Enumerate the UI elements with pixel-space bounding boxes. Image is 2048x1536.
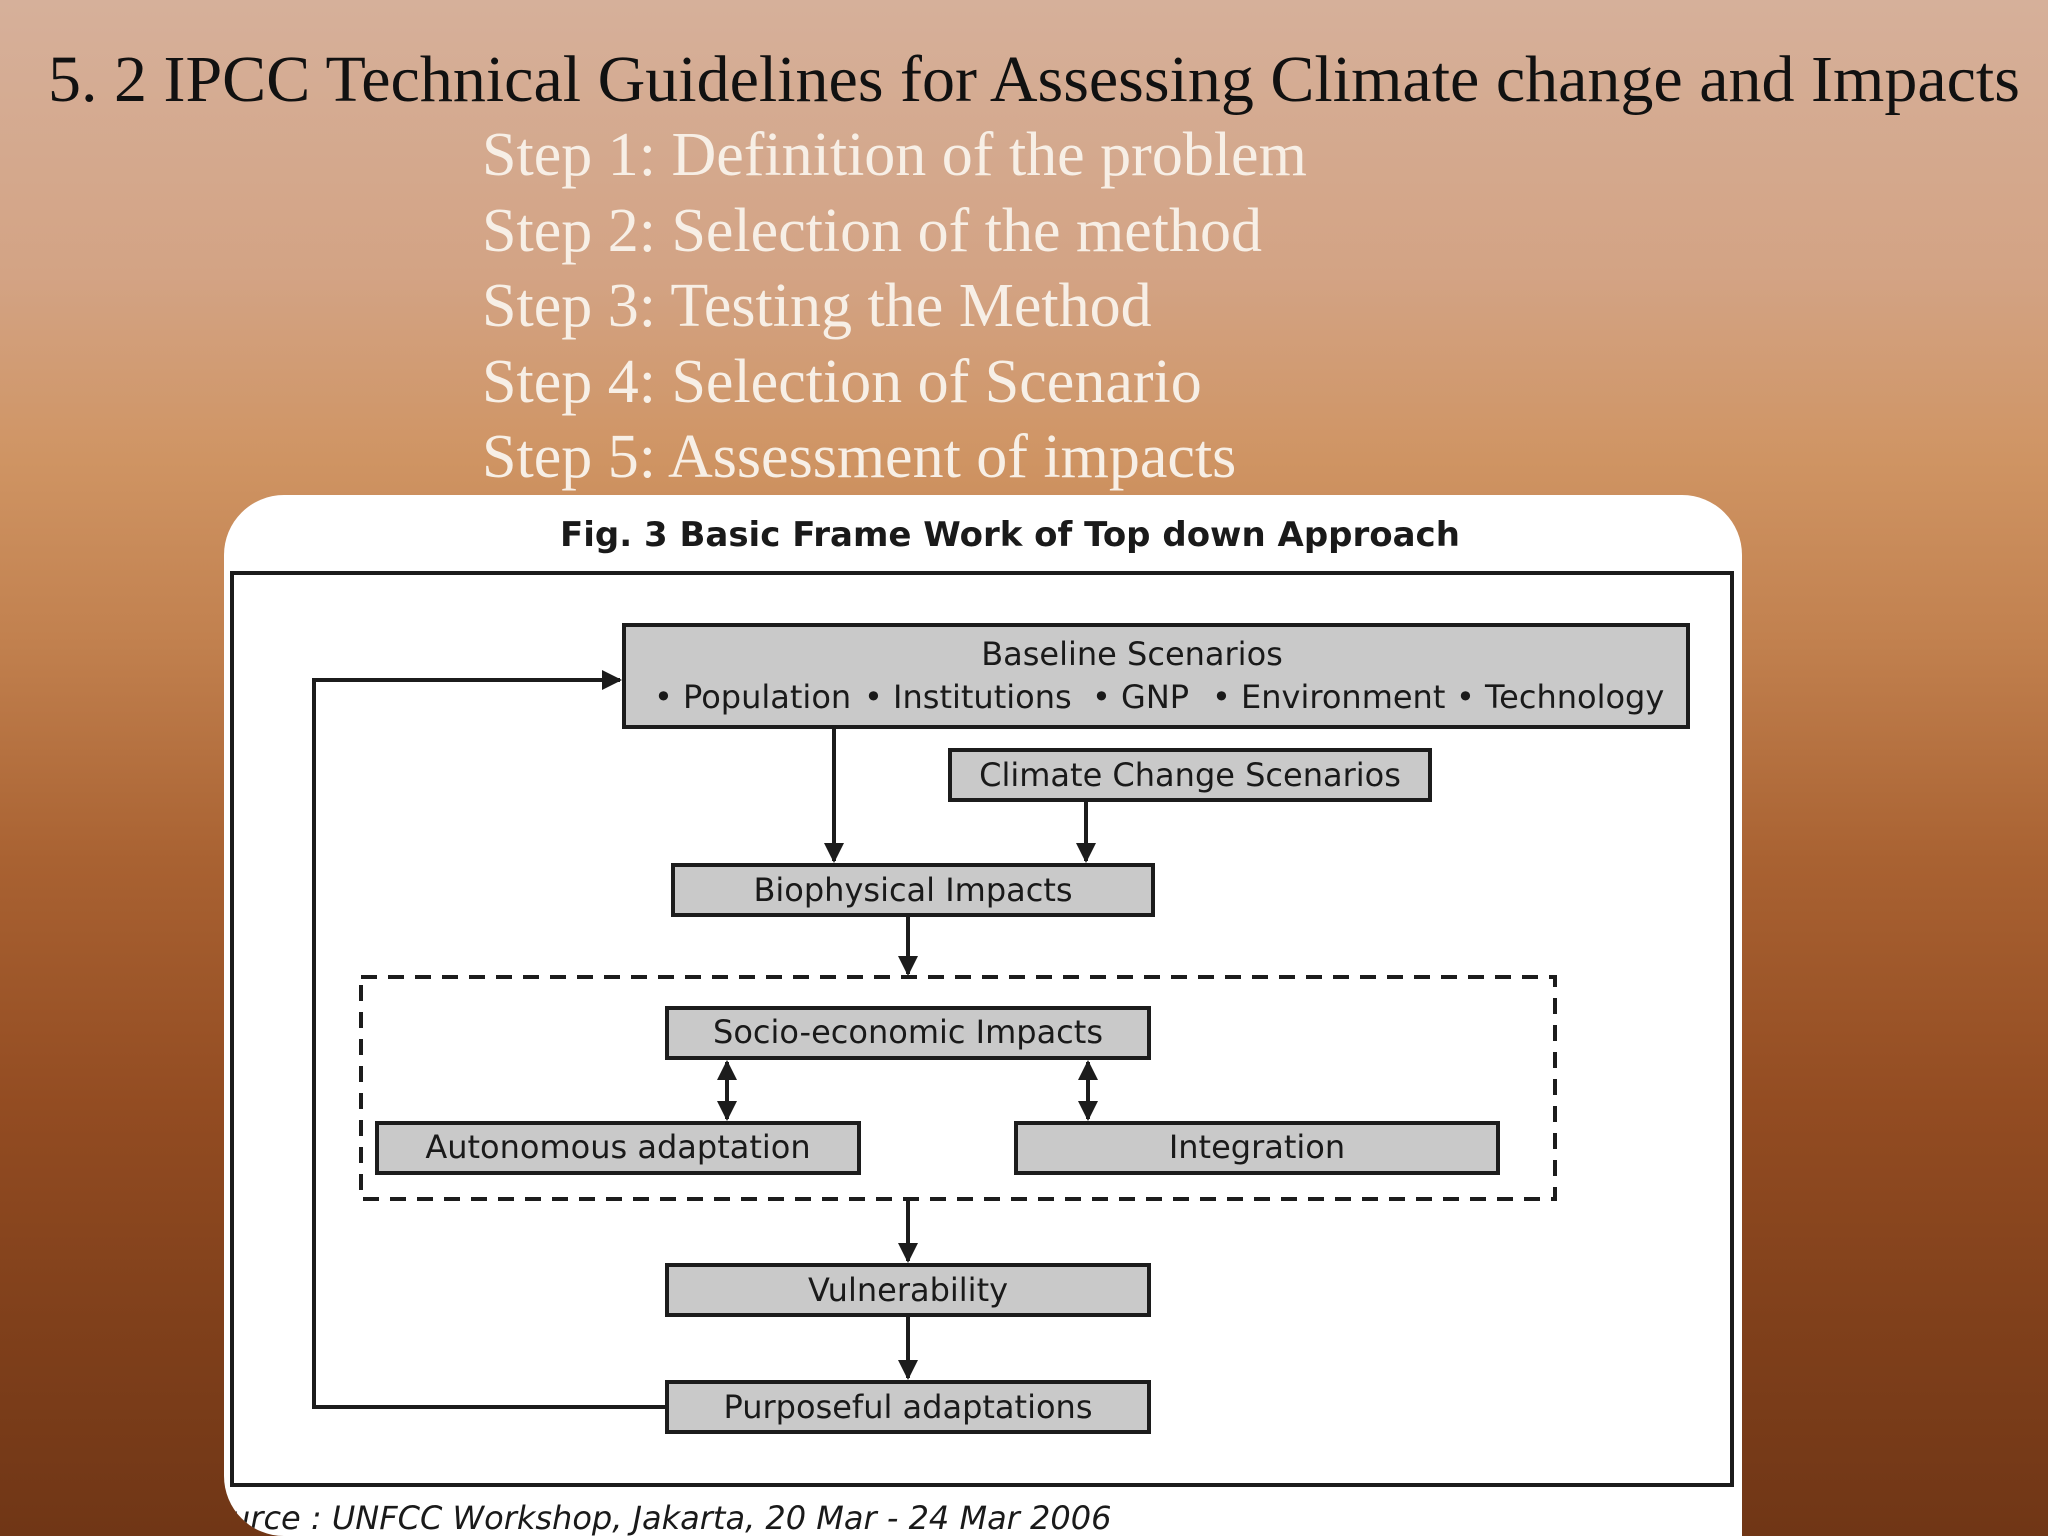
purposeful-adaptations-box xyxy=(667,1382,1149,1432)
baseline-item-technology: • Technology xyxy=(1456,678,1665,716)
svg-text:Purposeful adaptations: Purposeful adaptations xyxy=(723,1388,1093,1426)
svg-text:Vulnerability: Vulnerability xyxy=(807,1271,1009,1309)
baseline-item-environment: • Environment xyxy=(1212,678,1446,716)
vulnerability-box xyxy=(667,1265,1149,1315)
step-item: Step 5: Assessment of impacts xyxy=(482,423,1237,491)
socio-economic-impacts-box xyxy=(667,1008,1149,1058)
svg-text:Socio-economic Impacts: Socio-economic Impacts xyxy=(713,1013,1103,1051)
step-item: Step 1: Definition of the problem xyxy=(482,121,1307,189)
figure-source: urce : UNFCC Workshop, Jakarta, 20 Mar - 24 Mar 2006 xyxy=(230,1499,1112,1536)
baseline-item-gnp: • GNP xyxy=(1092,678,1190,716)
slide-title: 5. 2 IPCC Technical Guidelines for Assessing Climate change and Impacts xyxy=(48,43,2020,116)
arrow-feedback-loop xyxy=(314,680,667,1407)
figure-card xyxy=(224,495,1742,1536)
svg-text:Integration: Integration xyxy=(1168,1128,1346,1166)
autonomous-adaptation-box xyxy=(377,1123,859,1173)
svg-text:Autonomous adaptation: Autonomous adaptation xyxy=(425,1128,811,1166)
step-item: Step 3: Testing the Method xyxy=(482,272,1152,340)
climate-change-scenarios-box xyxy=(950,750,1430,800)
step-item: Step 4: Selection of Scenario xyxy=(482,347,1202,416)
svg-text:Biophysical Impacts: Biophysical Impacts xyxy=(753,871,1073,909)
baseline-scenarios-box xyxy=(624,625,1688,727)
svg-text:Climate Change Scenarios: Climate Change Scenarios xyxy=(979,756,1401,794)
figure-caption: Fig. 3 Basic Frame Work of Top down Approach xyxy=(560,515,1460,555)
step-item: Step 2: Selection of the method xyxy=(482,196,1263,265)
biophysical-impacts-box xyxy=(673,865,1153,915)
integration-box xyxy=(1016,1123,1498,1173)
baseline-item-population: • Population xyxy=(654,678,852,716)
baseline-title: Baseline Scenarios xyxy=(981,635,1283,673)
step-list xyxy=(482,118,1307,496)
baseline-item-institutions: • Institutions xyxy=(864,678,1072,716)
top-down-framework-diagram xyxy=(224,495,1742,1536)
